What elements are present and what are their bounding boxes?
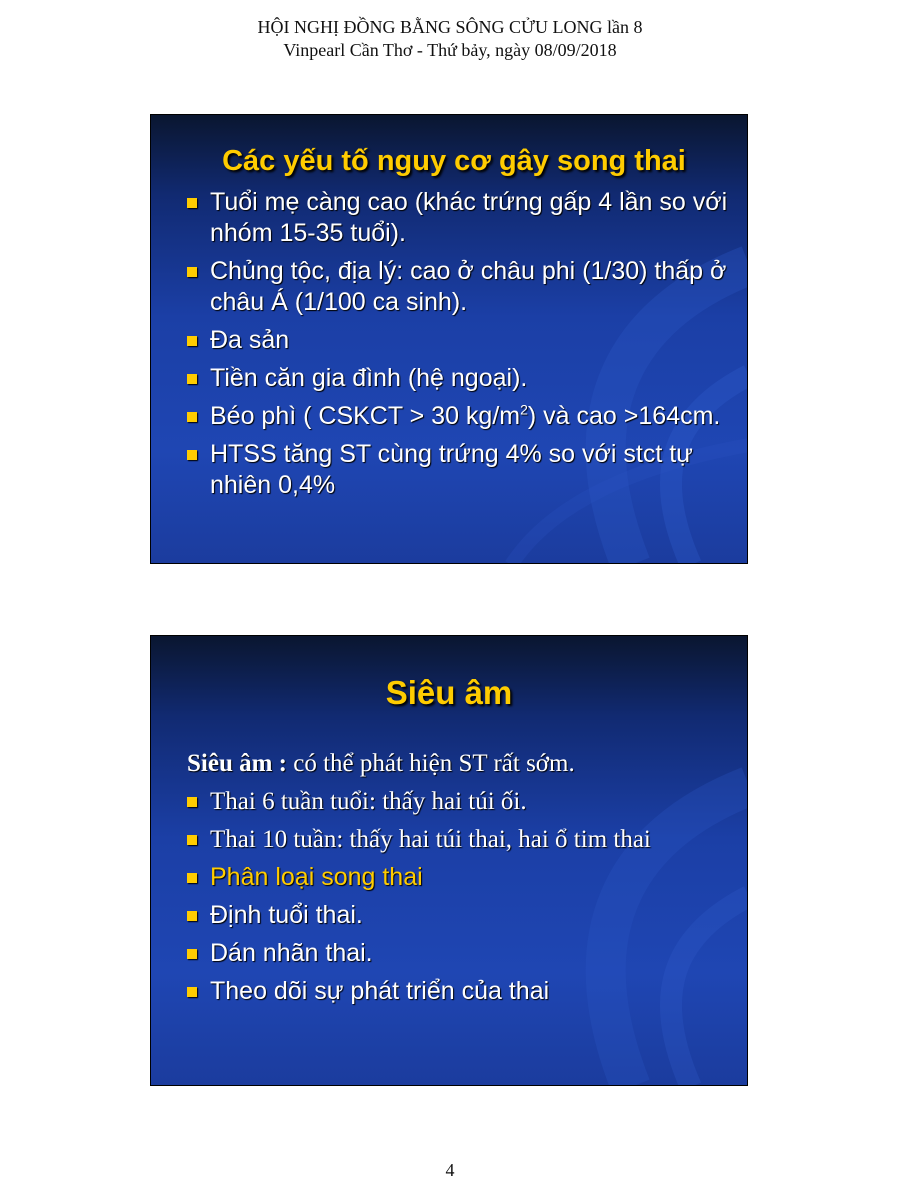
list-item: Béo phì ( CSKCT > 30 $kg/m^2$) và cao >164cm.	[187, 401, 729, 432]
square-bullet-icon	[187, 797, 197, 807]
list-item: Tuổi mẹ càng cao (khác trứng gấp 4 lần so với nhóm 15-35 tuổi).	[187, 187, 729, 249]
list-item: HTSS tăng ST cùng trứng 4% so với stct tự nhiên 0,4%	[187, 439, 729, 501]
list-item: Thai 6 tuần tuổi: thấy hai túi ối.	[187, 786, 729, 817]
slide-risk-factors	[150, 114, 748, 564]
header-line-1: HỘI NGHỊ ĐỒNG BẰNG SÔNG CỬU LONG lần 8	[257, 17, 643, 37]
list-item: Thai 10 tuần: thấy hai túi thai, hai ổ tim thai	[187, 824, 729, 855]
header-line-2: Vinpearl Cần Thơ - Thứ bảy, ngày 08/09/2018	[283, 40, 617, 60]
list-item-highlighted: Phân loại song thai	[187, 862, 729, 893]
square-bullet-icon	[187, 911, 197, 921]
list-item: Tiền căn gia đình (hệ ngoại).	[187, 363, 729, 394]
list-item: Theo dõi sự phát triển của thai	[187, 976, 729, 1007]
square-bullet-icon	[187, 336, 197, 346]
list-item: Chủng tộc, địa lý: cao ở châu phi (1/30) thấp ở châu Á (1/100 ca sinh).	[187, 256, 729, 318]
page-number: 4	[445, 1160, 455, 1180]
list-item: Dán nhãn thai.	[187, 938, 729, 969]
intro-bold: Siêu âm :	[187, 750, 287, 777]
slide-title: Siêu âm	[385, 674, 513, 711]
intro-text: có thể phát hiện ST rất sớm.	[287, 750, 575, 777]
square-bullet-icon	[187, 374, 197, 384]
bullet-list	[187, 187, 729, 508]
list-item: Định tuổi thai.	[187, 900, 729, 931]
square-bullet-icon	[187, 412, 197, 422]
intro-line	[187, 748, 575, 779]
slide-ultrasound	[150, 635, 748, 1086]
square-bullet-icon	[187, 835, 197, 845]
square-bullet-icon	[187, 198, 197, 208]
square-bullet-icon	[187, 987, 197, 997]
slide-title: Các yếu tố nguy cơ gây song thai	[222, 145, 686, 177]
square-bullet-icon	[187, 873, 197, 883]
page-header	[0, 16, 900, 62]
list-item: Đa sản	[187, 325, 729, 356]
square-bullet-icon	[187, 949, 197, 959]
bullet-list	[187, 786, 729, 1014]
square-bullet-icon	[187, 267, 197, 277]
square-bullet-icon	[187, 450, 197, 460]
